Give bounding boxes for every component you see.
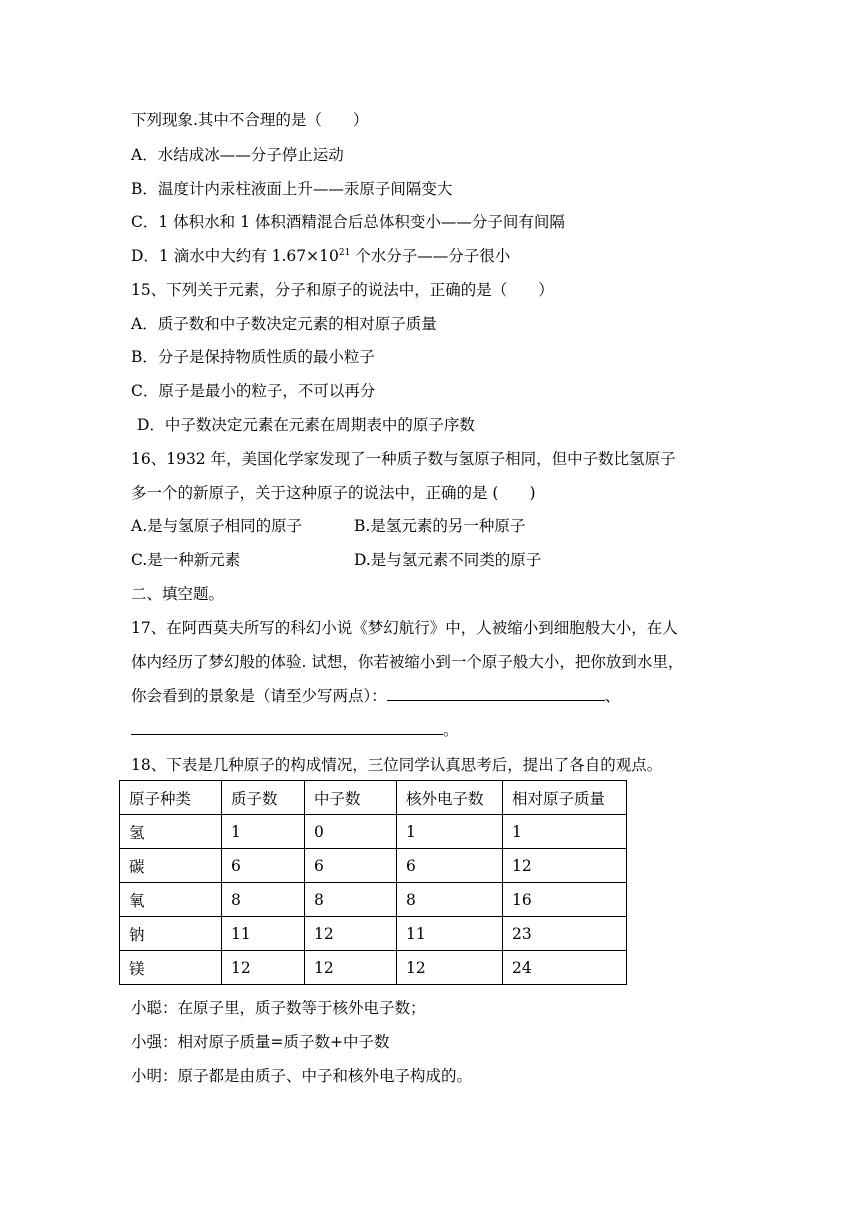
q14-option-d-text: D．1 滴水中大约有 1.67×10 [131, 247, 339, 265]
q17-end-mark: 。 [443, 721, 459, 739]
table-row [120, 951, 627, 985]
header-protons: 质子数 [222, 781, 305, 815]
cell-atom-type: 氢 [120, 815, 222, 849]
q17-answer-blank-1[interactable] [387, 686, 605, 701]
q15-option-a: A．质子数和中子数决定元素的相对原子质量 [131, 315, 437, 333]
cell-atom-type: 钠 [120, 917, 222, 951]
q16-option-d: D.是与氢元素不同类的原子 [354, 551, 542, 569]
view-xiaoming: 小明：原子都是由质子、中子和核外电子构成的。 [131, 1067, 473, 1085]
cell-neutrons: 12 [305, 951, 397, 985]
q14-exponent: 21 [338, 248, 351, 258]
table-header-row [120, 781, 627, 815]
cell-relative-mass: 12 [503, 849, 627, 883]
view-xiaoqiang: 小强：相对原子质量=质子数+中子数 [131, 1033, 390, 1051]
q16-stem-line1: 16、1932 年，美国化学家发现了一种质子数与氢原子相同，但中子数比氢原子 [131, 450, 676, 468]
q14-option-c: C．1 体积水和 1 体积酒精混合后总体积变小——分子间有间隔 [131, 213, 565, 231]
q15-option-c: C．原子是最小的粒子，不可以再分 [131, 382, 376, 400]
cell-neutrons: 12 [305, 917, 397, 951]
cell-neutrons: 0 [305, 815, 397, 849]
header-neutrons: 中子数 [305, 781, 397, 815]
cell-relative-mass: 1 [503, 815, 627, 849]
q14-option-a: A．水结成冰——分子停止运动 [131, 146, 344, 164]
cell-relative-mass: 16 [503, 883, 627, 917]
q14-option-d [131, 246, 510, 266]
cell-protons: 12 [222, 951, 305, 985]
q18-stem: 18、下表是几种原子的构成情况，三位同学认真思考后，提出了各自的观点。 [131, 756, 663, 774]
q15-option-b: B．分子是保持物质性质的最小粒子 [131, 348, 375, 366]
cell-electrons: 11 [397, 917, 503, 951]
cell-relative-mass: 23 [503, 917, 627, 951]
table-row [120, 883, 627, 917]
cell-atom-type: 碳 [120, 849, 222, 883]
q14-option-b: B．温度计内汞柱液面上升——汞原子间隔变大 [131, 180, 453, 198]
q14-option-d-tail: 个水分子——分子很小 [350, 247, 511, 265]
header-atom-type: 原子种类 [120, 781, 222, 815]
cell-protons: 11 [222, 917, 305, 951]
q17-answer-blank-2[interactable] [131, 720, 443, 735]
q17-line4 [131, 720, 459, 740]
header-relative-mass: 相对原子质量 [503, 781, 627, 815]
q16-option-c: C.是一种新元素 [131, 551, 241, 569]
q15-option-d: D．中子数决定元素在元素在周期表中的原子序数 [137, 416, 475, 434]
cell-neutrons: 8 [305, 883, 397, 917]
cell-protons: 1 [222, 815, 305, 849]
q17-prompt: 你会看到的景象是（请至少写两点）： [131, 687, 387, 705]
header-electrons: 核外电子数 [397, 781, 503, 815]
q17-separator: 、 [604, 687, 621, 705]
q17-line3 [131, 686, 620, 706]
q17-line1: 17、在阿西莫夫所写的科幻小说《梦幻航行》中，人被缩小到细胞般大小，在人 [131, 619, 678, 637]
cell-protons: 6 [222, 849, 305, 883]
q16-option-b: B.是氢元素的另一种原子 [354, 517, 526, 535]
cell-relative-mass: 24 [503, 951, 627, 985]
cell-neutrons: 6 [305, 849, 397, 883]
q14-stem: 下列现象.其中不合理的是（ ） [131, 111, 369, 129]
cell-protons: 8 [222, 883, 305, 917]
table-row [120, 815, 627, 849]
q17-line2: 体内经历了梦幻般的体验. 试想，你若被缩小到一个原子般大小，把你放到水里， [131, 653, 684, 671]
q16-stem-line2: 多一个的新原子，关于这种原子的说法中，正确的是 ( ) [131, 484, 536, 502]
table-row [120, 917, 627, 951]
q16-options-row2 [131, 550, 731, 570]
q16-options-row1 [131, 516, 731, 536]
section-title-fill-in: 二、填空题。 [131, 585, 225, 603]
q16-option-a: A.是与氢原子相同的原子 [131, 517, 303, 535]
cell-electrons: 1 [397, 815, 503, 849]
cell-electrons: 6 [397, 849, 503, 883]
cell-electrons: 12 [397, 951, 503, 985]
view-xiaocong: 小聪：在原子里，质子数等于核外电子数； [131, 999, 426, 1017]
cell-electrons: 8 [397, 883, 503, 917]
q15-stem: 15、下列关于元素，分子和原子的说法中，正确的是（ ） [131, 281, 554, 299]
atom-composition-table [119, 780, 627, 985]
cell-atom-type: 氧 [120, 883, 222, 917]
cell-atom-type: 镁 [120, 951, 222, 985]
table-row [120, 849, 627, 883]
